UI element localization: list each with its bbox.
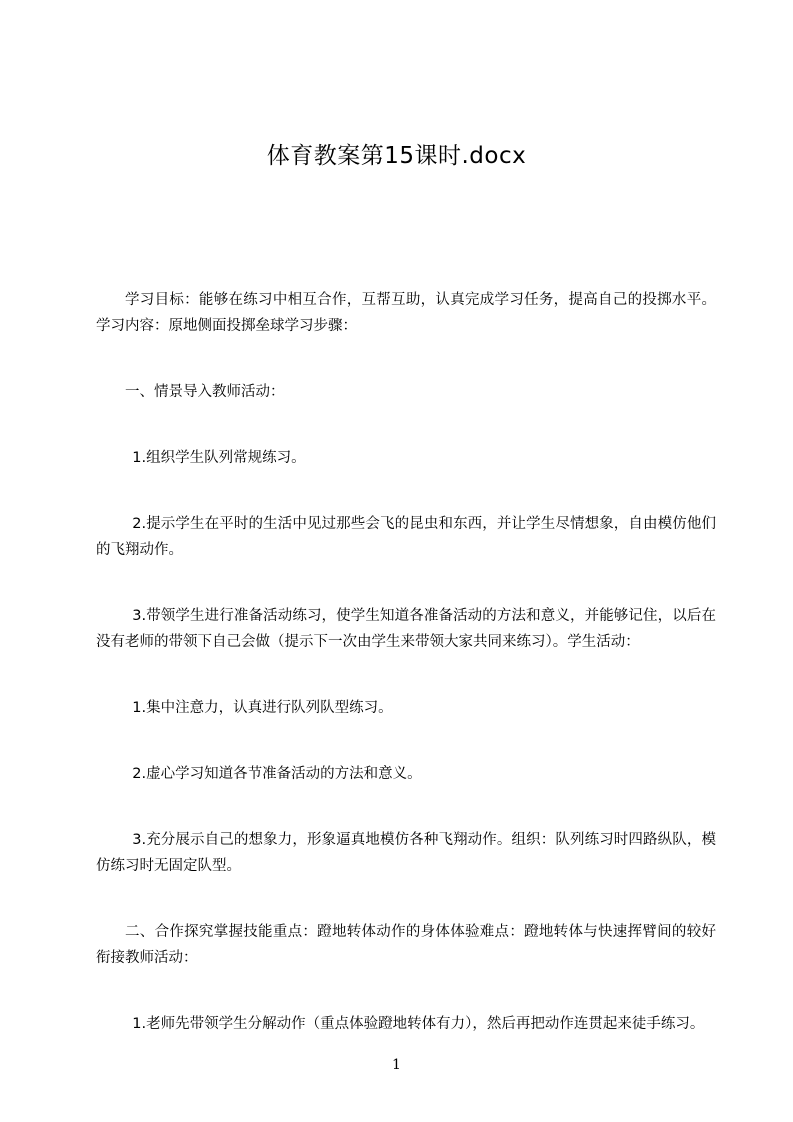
page-number: 1 xyxy=(392,1057,401,1073)
paragraph-teacher-step-1: 1.组织学生队列常规练习。 xyxy=(132,450,306,466)
paragraph-section-two-step-1: 1.老师先带领学生分解动作（重点体验蹬地转体有力），然后再把动作连贯起来徒手练习。 xyxy=(132,1016,705,1032)
paragraph-teacher-step-2: 2.提示学生在平时的生活中见过那些会飞的昆虫和东西，并让学生尽情想象，自由模仿他们的飞翔动作。 xyxy=(96,516,716,558)
paragraph-teacher-step-3: 3.带领学生进行准备活动练习，使学生知道各准备活动的方法和意义，并能够记住，以后在没有老师的带领下自己会做（提示下一次由学生来带领大家共同来练习）。学生活动： xyxy=(96,608,716,650)
paragraph-student-step-3: 3.充分展示自己的想象力，形象逼真地模仿各种飞翔动作。组织：队列练习时四路纵队，模仿练习时无固定队型。 xyxy=(96,832,716,874)
paragraph-student-step-2: 2.虚心学习知道各节准备活动的方法和意义。 xyxy=(132,766,422,782)
document-body xyxy=(96,287,716,1037)
paragraph-learning-goals: 学习目标：能够在练习中相互合作，互帮互助，认真完成学习任务，提高自己的投掷水平。学习内容：原地侧面投掷垒球学习步骤： xyxy=(96,292,716,334)
document-title: 体育教案第15课时.docx xyxy=(266,143,527,169)
paragraph-section-two-heading: 二、合作探究掌握技能重点：蹬地转体动作的身体体验难点：蹬地转体与快速挥臂间的较好衔接教师活动： xyxy=(96,924,716,966)
paragraph-section-one-heading: 一、情景导入教师活动： xyxy=(125,384,285,400)
paragraph-student-step-1: 1.集中注意力，认真进行队列队型练习。 xyxy=(132,700,393,716)
